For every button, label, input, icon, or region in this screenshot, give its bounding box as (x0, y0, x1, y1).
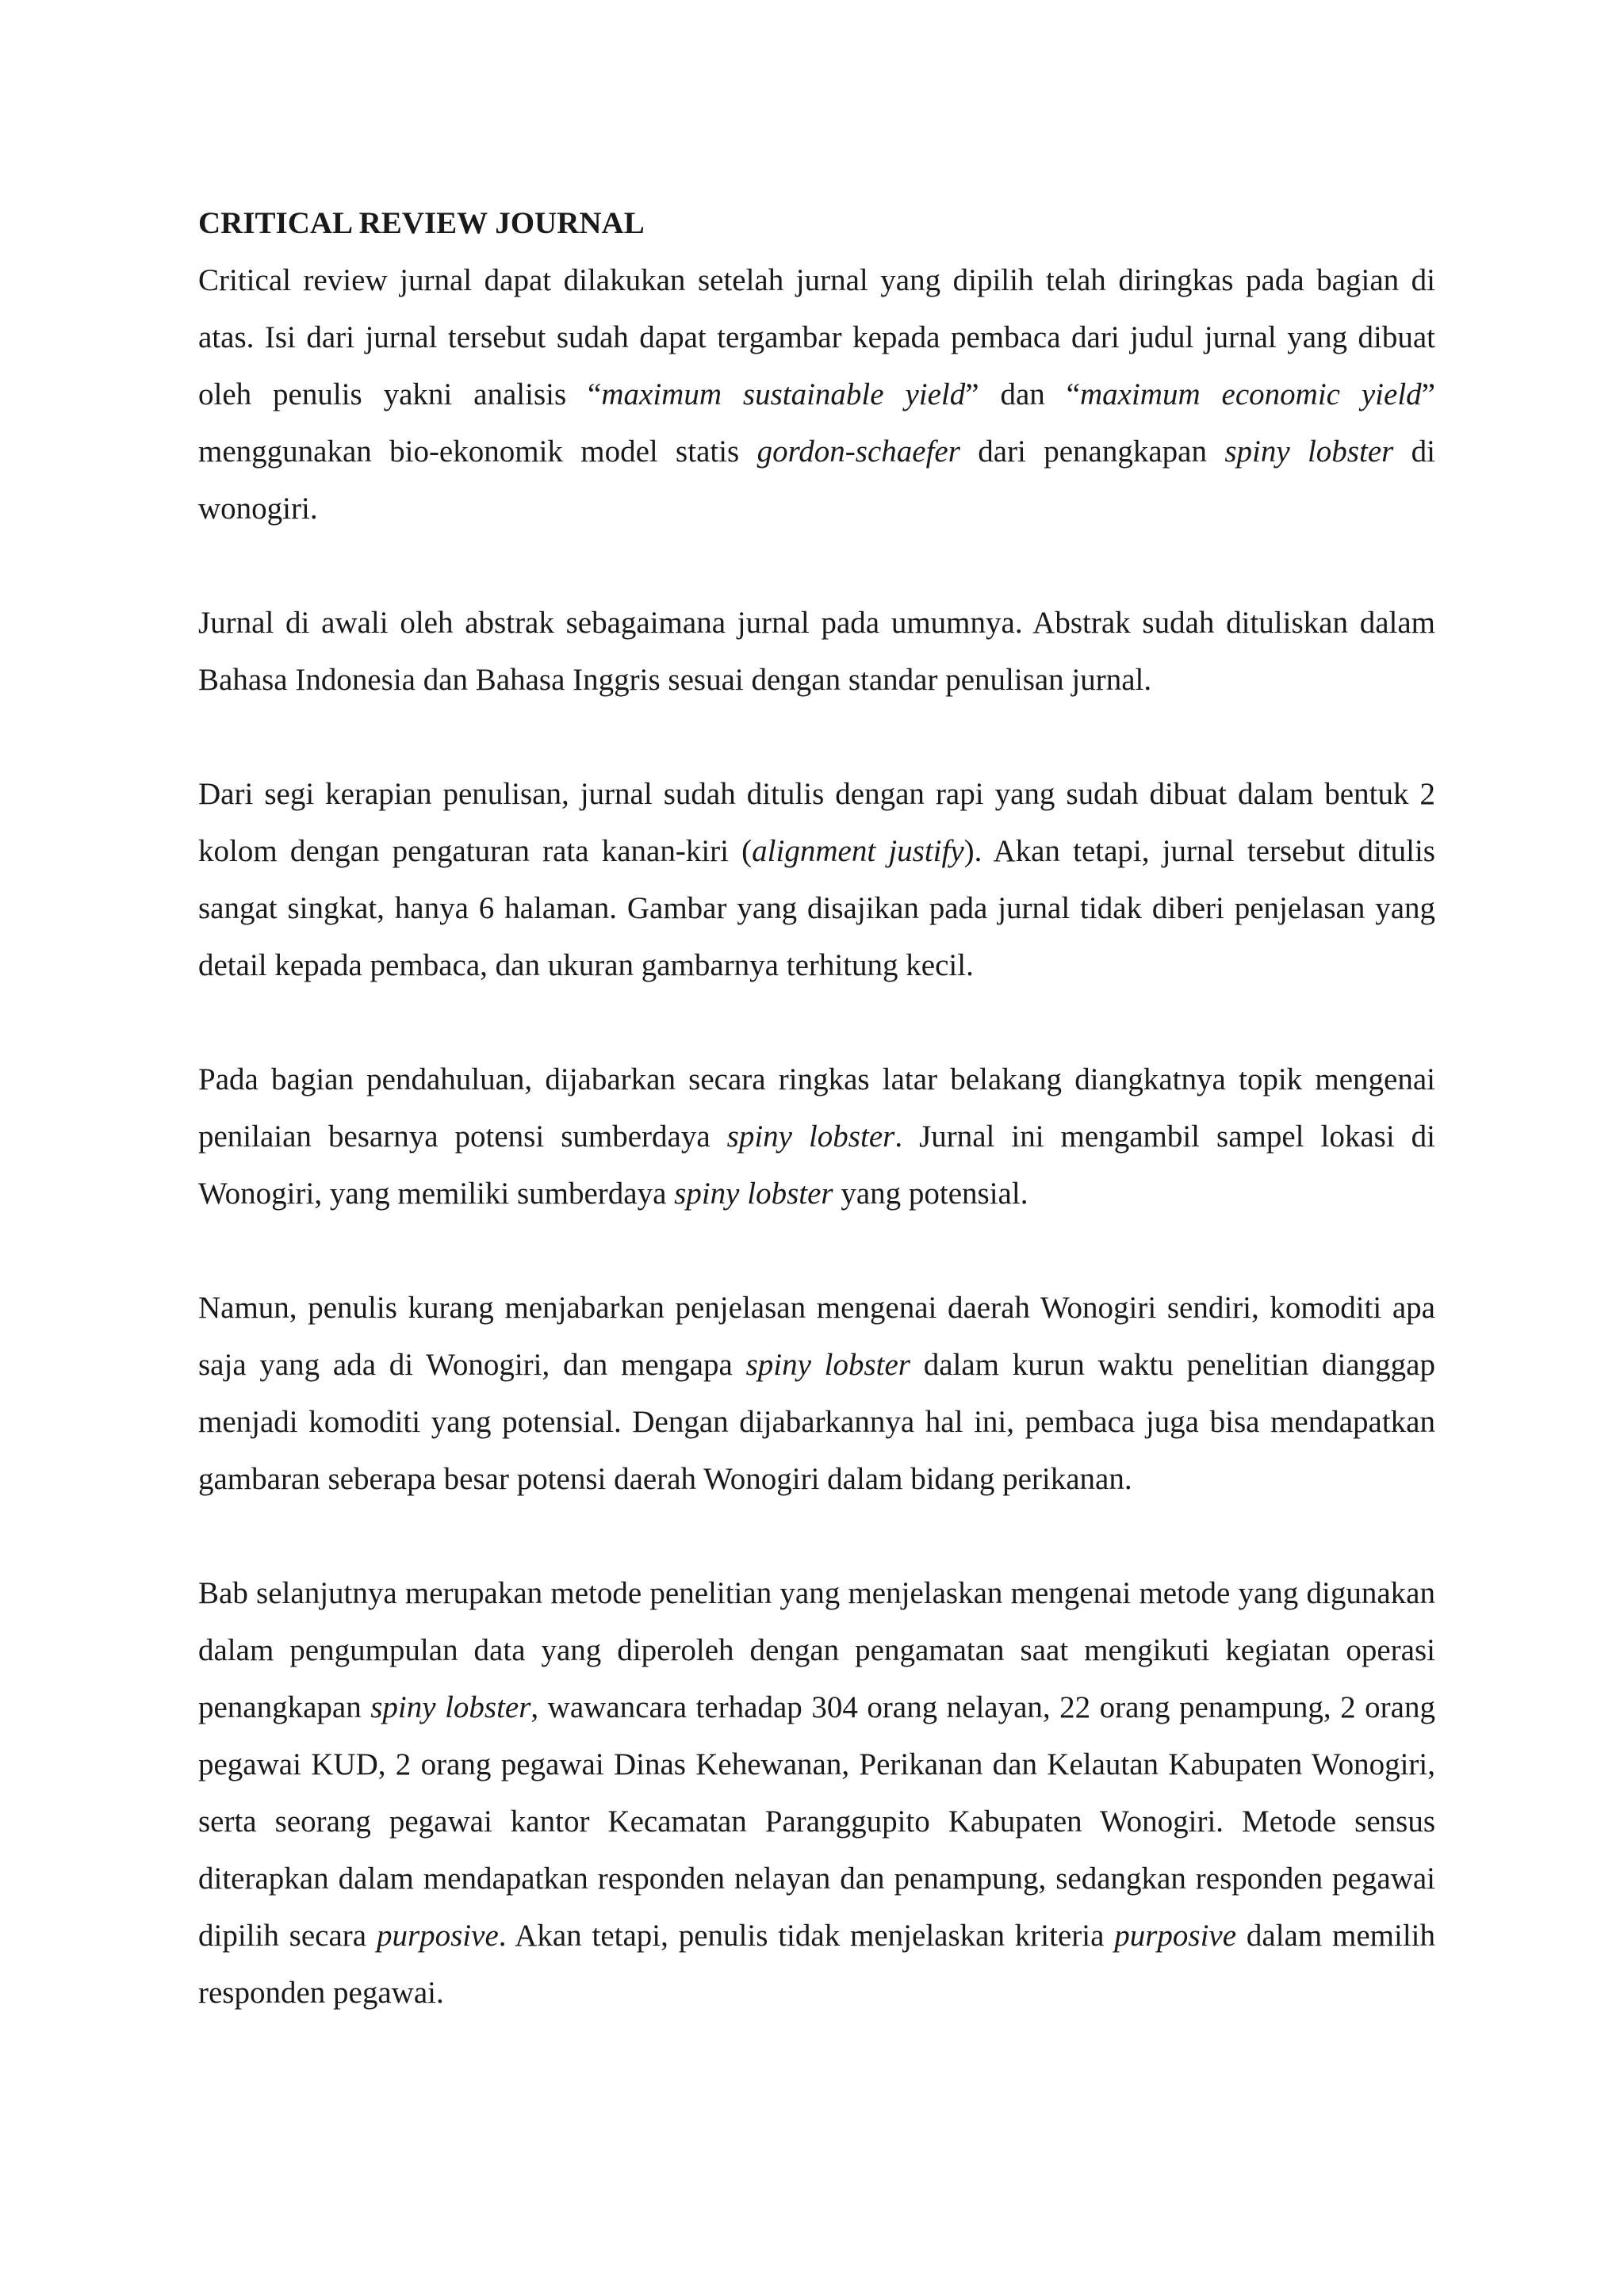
text-run: Dari segi kerapian penulisan, jurnal sudah ditulis dengan rapi yang sudah dibuat dalam bentuk 2 kolom dengan pengaturan rata kanan-kiri ( (198, 777, 1435, 868)
paragraph-gap (198, 1223, 1435, 1280)
paragraph-formatting (198, 766, 1435, 994)
text-run-italic: spiny lobster (726, 1119, 895, 1154)
text-run-italic: spiny lobster (370, 1690, 531, 1724)
text-run-italic: maximum economic yield (1080, 377, 1422, 411)
paragraph-gap (198, 538, 1435, 595)
text-run: ” menggunakan bio-ekonomik model statis (198, 377, 1435, 469)
paragraph-methods (198, 1565, 1435, 2022)
text-run: . Akan tetapi, penulis tidak menjelaskan kriteria (498, 1919, 1115, 1953)
document-body (198, 195, 1435, 2022)
text-run-italic: maximum sustainable yield (601, 377, 966, 411)
paragraph-intro (198, 252, 1435, 538)
text-run: dalam memilih responden pegawai. (198, 1919, 1436, 2010)
document-heading: CRITICAL REVIEW JOURNAL (198, 206, 645, 240)
paragraph-critique (198, 1280, 1435, 1508)
text-run-italic: gordon-schaefer (756, 434, 960, 469)
text-run: ). Akan tetapi, jurnal tersebut ditulis sangat singkat, hanya 6 halaman. Gambar yang disajikan pada jurnal tidak diberi penjelasan yang detail kepada pembaca, dan ukuran gambarnya terhitung kecil. (198, 834, 1435, 982)
text-run-italic: spiny lobster (674, 1177, 833, 1211)
text-run: dalam kurun waktu penelitian dianggap menjadi komoditi yang potensial. Dengan dijabarkannya hal ini, pembaca juga bisa mendapatkan gambaran seberapa besar potensi daerah Wonogiri dalam bidang perikanan. (198, 1348, 1435, 1496)
text-run-italic: spiny lobster (1224, 434, 1394, 469)
paragraph-gap (198, 709, 1435, 766)
paragraph-introduction-section (198, 1051, 1435, 1223)
text-run-italic: purposive (1114, 1919, 1237, 1953)
text-run: dari penangkapan (959, 434, 1225, 469)
text-run: . Jurnal ini mengambil sampel lokasi di Wonogiri, yang memiliki sumberdaya (198, 1119, 1435, 1211)
text-run: Critical review jurnal dapat dilakukan setelah jurnal yang dipilih telah diringkas pada bagian di atas. Isi dari jurnal tersebut sudah dapat tergambar kepada pembaca dari judul jurnal yang dibuat oleh penulis yakni analisis “ (198, 263, 1435, 411)
paragraph-gap (198, 994, 1435, 1051)
text-run: di wonogiri. (198, 434, 1435, 526)
text-run: , wawancara terhadap 304 orang nelayan, 22 orang penampung, 2 orang pegawai KUD, 2 orang pegawai Dinas Kehewanan, Perikanan dan Kelautan Kabupaten Wonogiri, serta seorang pegawai kantor Kecamatan Paranggupito Kabupaten Wonogiri. Metode sensus diterapkan dalam mendapatkan responden nelayan dan penampung, sedangkan responden pegawai dipilih secara (198, 1690, 1435, 1953)
text-run: Pada bagian pendahuluan, dijabarkan secara ringkas latar belakang diangkatnya topik mengenai penilaian besarnya potensi sumberdaya (198, 1062, 1435, 1154)
text-run: Namun, penulis kurang menjabarkan penjelasan mengenai daerah Wonogiri sendiri, komoditi apa saja yang ada di Wonogiri, dan mengapa (198, 1291, 1435, 1382)
text-run: ” dan “ (965, 377, 1080, 411)
text-run-italic: purposive (376, 1919, 499, 1953)
text-run-italic: alignment justify (752, 834, 964, 868)
paragraph-abstract (198, 595, 1435, 709)
text-run: yang potensial. (833, 1177, 1028, 1211)
text-run-italic: spiny lobster (745, 1348, 910, 1382)
paragraph-gap (198, 1508, 1435, 1565)
text-run: Bab selanjutnya merupakan metode penelitian yang menjelaskan mengenai metode yang digunakan dalam pengumpulan data yang diperoleh dengan pengamatan saat mengikuti kegiatan operasi penangkapan (198, 1576, 1435, 1724)
text-run: Jurnal di awali oleh abstrak sebagaimana jurnal pada umumnya. Abstrak sudah dituliskan dalam Bahasa Indonesia dan Bahasa Inggris sesuai dengan standar penulisan jurnal. (198, 606, 1435, 697)
